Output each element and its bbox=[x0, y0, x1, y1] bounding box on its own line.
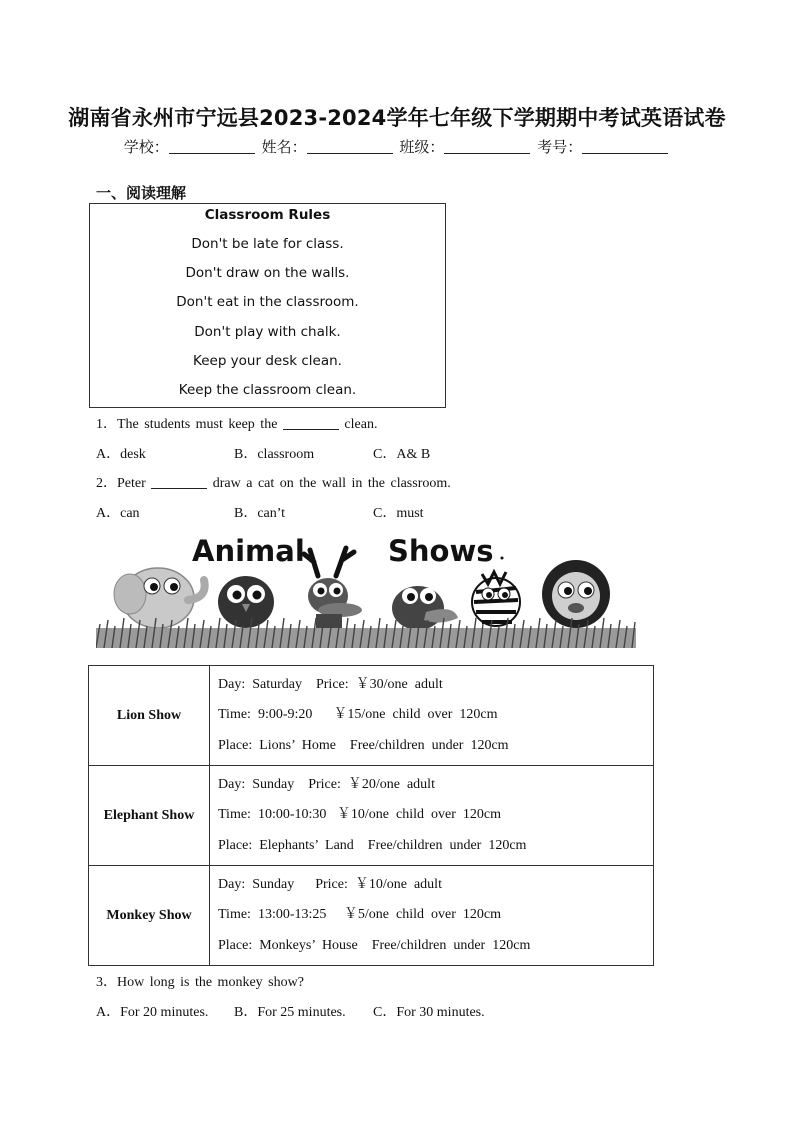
platypus-icon bbox=[392, 586, 458, 630]
field-school-label: 学校： bbox=[123, 138, 169, 156]
question-3-option-b[interactable]: B．For 25 minutes. bbox=[234, 1005, 346, 1020]
elephant-icon bbox=[114, 568, 205, 628]
rule-line: Keep the classroom clean. bbox=[178, 382, 357, 398]
question-1-blank[interactable] bbox=[283, 416, 339, 430]
bird-icon bbox=[218, 576, 274, 628]
lion-icon bbox=[542, 560, 610, 628]
show-name: Monkey Show bbox=[89, 866, 210, 966]
antlers-icon bbox=[304, 548, 354, 576]
table-row bbox=[89, 866, 654, 966]
question-2 bbox=[96, 472, 451, 492]
show-name: Elephant Show bbox=[89, 766, 210, 866]
rule-line: Keep your desk clean. bbox=[193, 353, 342, 369]
question-1-text-b: clean. bbox=[344, 417, 378, 432]
show-detail-line: Day: Sunday Price: ￥10/one adult bbox=[218, 876, 442, 892]
show-detail-line: Place: Monkeys’ House Free/children under 120cm bbox=[218, 937, 531, 953]
exam-title: 湖南省永州市宁远县2023-2024学年七年级下学期期中考试英语试卷 bbox=[68, 106, 726, 130]
field-number-blank[interactable] bbox=[582, 139, 668, 154]
question-1 bbox=[96, 413, 377, 433]
question-2-text-b: draw a cat on the wall in the classroom. bbox=[212, 476, 451, 491]
animal-shows-table bbox=[88, 665, 654, 966]
rules-heading: Classroom Rules bbox=[204, 207, 331, 223]
question-2-option-b[interactable]: B．can’t bbox=[234, 506, 286, 521]
show-detail-line: Place: Elephants’ Land Free/children under 120cm bbox=[218, 837, 527, 853]
zebra-icon bbox=[472, 572, 520, 626]
field-name-blank[interactable] bbox=[307, 139, 393, 154]
rule-line: Don't be late for class. bbox=[191, 236, 344, 252]
question-2-text-a: 2．Peter bbox=[96, 476, 146, 491]
rule-line: Don't draw on the walls. bbox=[185, 265, 350, 281]
question-3-option-c[interactable]: C．For 30 minutes. bbox=[373, 1005, 485, 1020]
show-name: Lion Show bbox=[89, 666, 210, 766]
field-school-blank[interactable] bbox=[169, 139, 255, 154]
field-class-label: 班级： bbox=[399, 138, 445, 156]
show-detail-line: Time: 13:00-13:25 ￥5/one child over 120cm bbox=[218, 907, 501, 923]
question-3-option-a[interactable]: A．For 20 minutes. bbox=[96, 1005, 209, 1020]
show-detail-line: Time: 9:00-9:20 ￥15/one child over 120cm bbox=[218, 707, 498, 723]
question-1-option-c[interactable]: C．A& B bbox=[373, 447, 431, 462]
question-3: 3．How long is the monkey show? bbox=[96, 975, 304, 990]
table-row bbox=[89, 666, 654, 766]
section-reading-title: 一、阅读理解 bbox=[96, 184, 187, 202]
question-1-option-b[interactable]: B．classroom bbox=[234, 447, 315, 462]
rule-line: Don't play with chalk. bbox=[194, 324, 341, 340]
table-row bbox=[89, 766, 654, 866]
question-2-option-c[interactable]: C．must bbox=[373, 506, 424, 521]
classroom-rules-box bbox=[89, 203, 446, 408]
show-details bbox=[210, 866, 654, 966]
question-1-text-a: 1．The students must keep the bbox=[96, 417, 278, 432]
question-2-blank[interactable] bbox=[151, 475, 207, 489]
show-detail-line: Day: Sunday Price: ￥20/one adult bbox=[218, 776, 435, 792]
rule-line: Don't eat in the classroom. bbox=[176, 294, 359, 310]
field-number-label: 考号： bbox=[537, 138, 583, 156]
show-details bbox=[210, 666, 654, 766]
show-detail-line: Place: Lions’ Home Free/children under 120cm bbox=[218, 737, 509, 753]
animal-shows-banner bbox=[96, 528, 636, 652]
show-detail-line: Time: 10:00-10:30 ￥10/one child over 120cm bbox=[218, 807, 501, 823]
question-2-option-a[interactable]: A．can bbox=[96, 506, 140, 521]
banner-word-animal: Animal bbox=[192, 534, 305, 568]
show-detail-line: Day: Saturday Price: ￥30/one adult bbox=[218, 676, 443, 692]
question-1-option-a[interactable]: A．desk bbox=[96, 447, 146, 462]
field-name-label: 姓名： bbox=[261, 138, 307, 156]
banner-word-shows: Shows bbox=[388, 534, 494, 568]
field-class-blank[interactable] bbox=[444, 139, 530, 154]
student-info-line bbox=[0, 136, 794, 157]
show-details bbox=[210, 766, 654, 866]
